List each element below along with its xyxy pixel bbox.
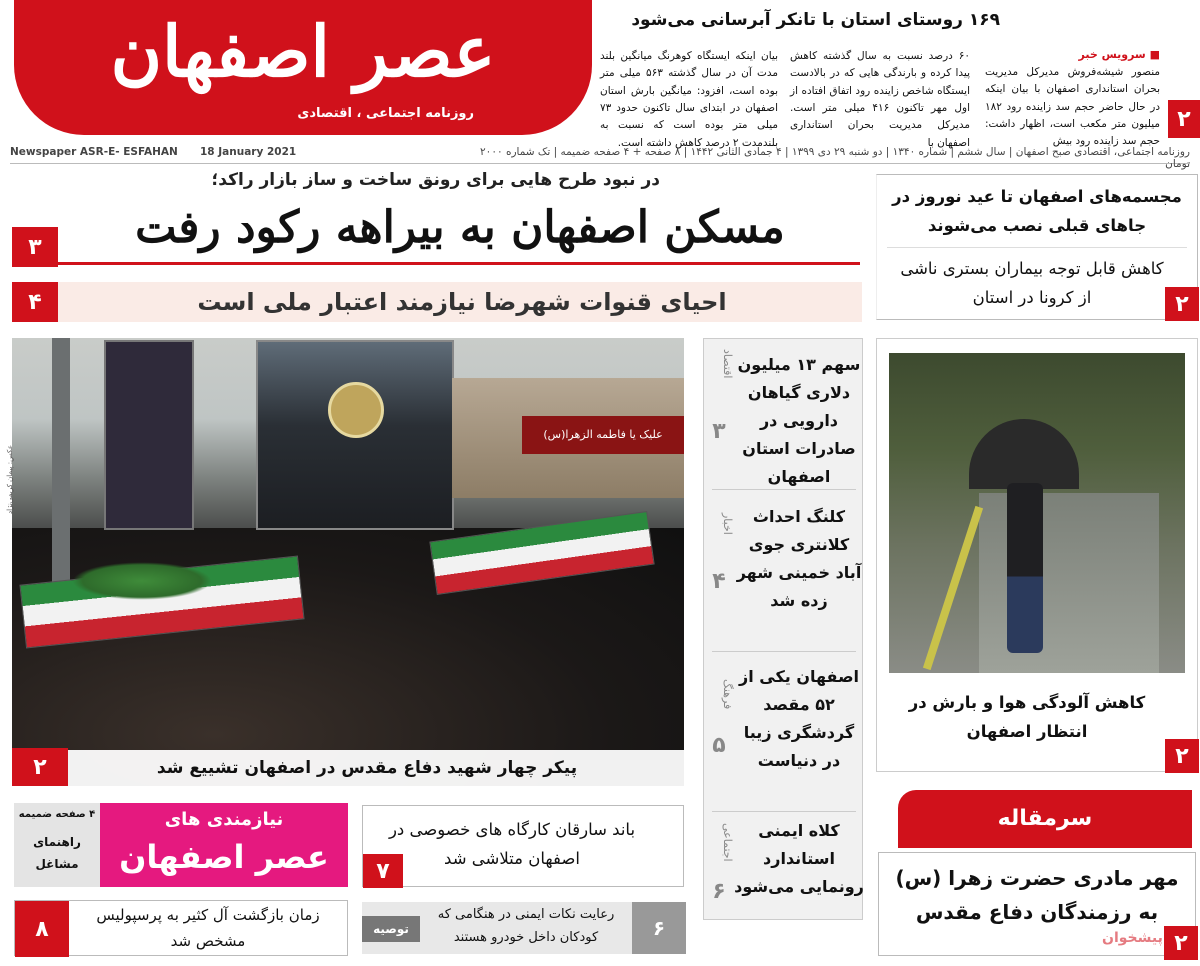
tip-page-number[interactable]: ۶ xyxy=(632,902,686,954)
photo-credit: عکس: پیمان کریمی‌نژاد xyxy=(6,444,14,514)
masthead xyxy=(0,0,1200,149)
ad-side-top: ۴ صفحه ضمیمه xyxy=(18,809,96,820)
right-photo-page-number[interactable]: ۲ xyxy=(1165,739,1199,773)
main-photo[interactable] xyxy=(12,338,684,786)
masthead-headline: ۱۶۹ روستای استان با تانکر آبرسانی می‌شود xyxy=(631,10,1000,30)
editorial-headline: مهر مادری حضرت زهرا (س) به رزمندگان دفاع مقدس xyxy=(895,866,1179,924)
right-top-page-number[interactable]: ۲ xyxy=(1165,287,1199,321)
editorial-page-number[interactable]: ۲ xyxy=(1164,926,1198,960)
sidebar-page-number: ۴ xyxy=(712,569,726,594)
sidebar-tag: فرهنگ xyxy=(721,679,734,710)
lead-underline xyxy=(12,262,860,265)
photo-page-number[interactable]: ۲ xyxy=(12,748,68,786)
sidebar-divider xyxy=(712,811,856,812)
lead-story[interactable] xyxy=(12,195,860,267)
sidebar-item-2[interactable] xyxy=(704,497,864,647)
second-page-number[interactable]: ۴ xyxy=(12,282,58,322)
sidebar-divider xyxy=(712,489,856,490)
lead-headline: مسکن اصفهان به بیراهه رکود رفت xyxy=(135,202,785,253)
story-8[interactable] xyxy=(14,900,348,956)
editorial-label: سرمقاله xyxy=(997,806,1093,831)
ad-side-mid: راهنمای xyxy=(33,835,81,849)
sidebar-tag: اجتماعی xyxy=(721,823,734,862)
lead-kicker: در نبود طرح هایی برای رونق ساخت و ساز بازار راکد؛ xyxy=(211,170,660,190)
sidebar-page-number: ۳ xyxy=(712,419,726,444)
flower-wreath xyxy=(72,562,212,600)
sidebar-text: سهم ۱۳ میلیون دلاری گیاهان دارویی در صادرات استان اصفهان xyxy=(737,355,861,486)
editorial-box[interactable] xyxy=(876,790,1198,960)
photo-banner-text: علیک یا فاطمه الزهرا(س) xyxy=(543,428,663,441)
tip-tag: توصیه xyxy=(362,916,420,942)
story-8-text: زمان بازگشت آل کثیر به پرسپولیس مشخص شد xyxy=(96,906,320,950)
story-8-page-number[interactable]: ۸ xyxy=(15,901,69,957)
photo-caption: پیکر چهار شهید دفاع مقدس در اصفهان تشییع شد xyxy=(156,758,578,778)
photo-martyr-banner xyxy=(256,340,454,530)
story-7-page-number[interactable]: ۷ xyxy=(363,854,403,888)
classifieds-ad[interactable] xyxy=(14,803,348,887)
photo-red-banner xyxy=(522,416,684,454)
sidewalk xyxy=(979,493,1159,673)
right-photo-caption: کاهش آلودگی هوا و بارش در انتظار اصفهان xyxy=(908,693,1146,741)
person-figure xyxy=(1007,483,1043,653)
second-story[interactable] xyxy=(12,282,862,322)
umbrella-icon xyxy=(969,419,1079,489)
editorial-watermark: پیشخوان xyxy=(1102,930,1163,946)
tip-text: رعایت نکات ایمنی در هنگامی که کودکان داخل خودرو هستند xyxy=(437,907,615,945)
masthead-column-2: ۶۰ درصد نسبت به سال گذشته کاهش پیدا کرده و بارندگی هایی که در بالادست ایستگاه شاخص زاینده رود اتفاق افتاده از اول مهر تاکنون ۴۱۶ میلی متر است. مدیرکل مدیریت بحران استانداری اصفهان با xyxy=(790,50,970,149)
ad-side-bottom: مشاغل xyxy=(35,857,79,871)
sidebar-item-4[interactable] xyxy=(704,815,864,921)
editorial-label-bar xyxy=(898,790,1192,848)
right-photo[interactable] xyxy=(889,353,1185,673)
sidebar-item-3[interactable] xyxy=(704,659,864,809)
sidebar-text: کلاه ایمنی استاندارد رونمایی می‌شود xyxy=(734,821,864,896)
story-7[interactable] xyxy=(362,805,684,887)
right-top-divider xyxy=(887,247,1187,248)
sidebar-column xyxy=(703,338,863,920)
dateline-info: روزنامه اجتماعی، اقتصادی صبح اصفهان | سال ششم | شماره ۱۳۴۰ | دو شنبه ۲۹ دی ۱۳۹۹ | ۴ جمادی الثانی ۱۴۴۲ | ۸ صفحه + ۴ صفحه ضمیمه | تک شماره ۲۰۰۰ تومان xyxy=(480,146,1190,170)
right-top-box xyxy=(876,174,1198,320)
dateline-paper-en: Newspaper ASR-E- ESFAHAN xyxy=(10,146,178,158)
ad-title-2: عصر اصفهان xyxy=(119,838,329,876)
masthead-page-number[interactable]: ۲ xyxy=(1168,100,1200,138)
logo-block xyxy=(14,0,592,135)
photo-tall-banner xyxy=(104,340,194,530)
service-icon: ■ xyxy=(1145,48,1160,61)
masthead-column-3: بیان اینکه ایستگاه کوهرنگ میانگین بلند مدت آن در سال گذشته ۵۶۳ میلی متر بوده است، افزود: میانگین بارش استان اصفهان در ابتدای سال تاکنون حدود ۷۳ میلی متر بوده است که نسبت به بلندمدت ۲ درصد کاهش داشته است. xyxy=(600,50,778,149)
right-story-1[interactable]: مجسمه‌های اصفهان تا عید نوروز در جاهای قبلی نصب می‌شوند xyxy=(892,187,1182,235)
story-7-text: باند سارقان کارگاه های خصوصی در اصفهان متلاشی شد xyxy=(388,820,636,868)
dateline-date-en: 18 January 2021 xyxy=(200,146,297,158)
sidebar-page-number: ۵ xyxy=(712,733,726,758)
emblem-icon xyxy=(328,382,384,438)
right-photo-box xyxy=(876,338,1198,772)
second-headline: احیای قنوات شهرضا نیازمند اعتبار ملی است xyxy=(197,288,727,316)
ad-main-panel xyxy=(100,803,348,887)
sidebar-text: کلنگ احداث کلانتری جوی آباد خمینی شهر زده شد xyxy=(736,507,862,610)
service-label: ■ سرویس خبر xyxy=(1078,48,1160,61)
ad-side-panel xyxy=(14,803,100,887)
sidebar-page-number: ۶ xyxy=(712,879,726,904)
lead-page-number[interactable]: ۳ xyxy=(12,227,58,267)
sidebar-tag: اقتصاد xyxy=(721,349,734,379)
masthead-column-1: منصور شیشه‌فروش مدیرکل مدیریت بحران استانداری اصفهان با بیان اینکه در حال حاضر حجم سد زاینده رود ۱۸۲ میلیون متر مکعب است، اظهار داشت: حجم سد زاینده رود بیش xyxy=(985,66,1160,148)
dateline-bar xyxy=(10,142,1190,170)
sidebar-item-1[interactable] xyxy=(704,339,864,489)
sidebar-tag: اخبار xyxy=(721,513,734,535)
right-story-2[interactable]: کاهش قابل توجه بیماران بستری ناشی از کرونا در استان xyxy=(900,259,1164,307)
masthead-title: عصر اصفهان xyxy=(110,10,496,93)
yellow-line xyxy=(923,506,983,670)
masthead-subtitle: روزنامه اجتماعی ، اقتصادی xyxy=(297,106,474,121)
tip-story[interactable] xyxy=(362,902,686,954)
sidebar-divider xyxy=(712,651,856,652)
sidebar-text: اصفهان یکی از ۵۲ مقصد گردشگری زیبا در دنیاست xyxy=(738,667,860,770)
ad-title-1: نیازمندی های xyxy=(164,809,284,830)
